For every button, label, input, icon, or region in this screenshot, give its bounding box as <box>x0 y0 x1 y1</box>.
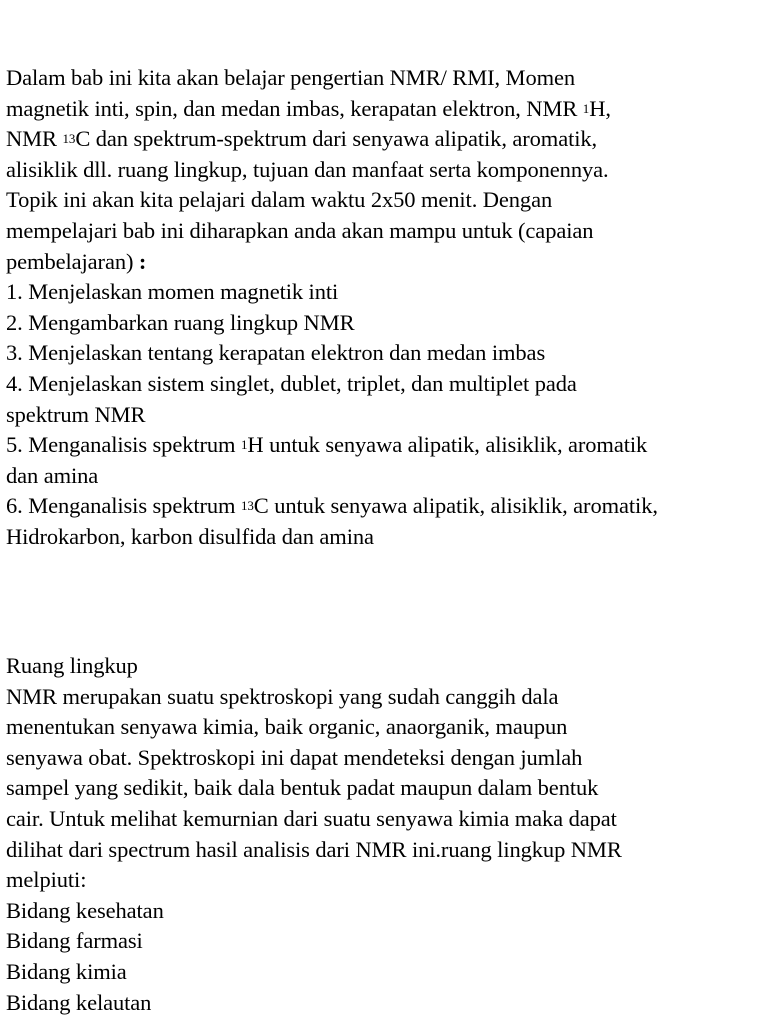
text-run: H untuk senyawa alipatik, alisiklik, aromatik <box>247 432 648 458</box>
paragraph-line: senyawa obat. Spektroskopi ini dapat mendeteksi dengan jumlah <box>6 744 583 770</box>
text-run: C dan spektrum-spektrum dari senyawa alipatik, aromatik, <box>75 126 598 152</box>
document-page <box>6 0 764 1024</box>
objective-item-continued: Hidrokarbon, karbon disulfida dan amina <box>6 523 374 549</box>
intro-section <box>6 63 764 553</box>
paragraph-line: sampel yang sedikit, baik dala bentuk padat maupun dalam bentuk <box>6 775 599 801</box>
objective-item: 2. Mengambarkan ruang lingkup NMR <box>6 309 355 335</box>
text-run: 5. Menganalisis spektrum <box>6 432 241 458</box>
paragraph-line: NMR merupakan suatu spektroskopi yang sudah canggih dala <box>6 683 559 709</box>
paragraph-line: menentukan senyawa kimia, baik organic, anaorganik, maupun <box>6 714 568 740</box>
bold-colon: : <box>138 248 147 274</box>
intro-line <box>6 124 764 155</box>
scope-field-item: Bidang farmasi <box>6 928 143 954</box>
objective-item <box>6 491 764 522</box>
scope-section <box>6 651 764 1018</box>
text-run: magnetik inti, spin, dan medan imbas, kerapatan elektron, NMR <box>6 95 583 121</box>
scope-field-item: Bidang kelautan <box>6 989 152 1015</box>
intro-line: alisiklik dll. ruang lingkup, tujuan dan manfaat serta komponennya. <box>6 156 609 182</box>
objective-item-continued: dan amina <box>6 462 99 488</box>
objective-item: 3. Menjelaskan tentang kerapatan elektron dan medan imbas <box>6 340 546 366</box>
objective-item: 4. Menjelaskan sistem singlet, dublet, triplet, dan multiplet pada <box>6 370 577 396</box>
text-run: NMR <box>6 126 63 152</box>
scope-field-item: Bidang kesehatan <box>6 897 164 923</box>
superscript: 13 <box>62 131 76 147</box>
section-heading: Ruang lingkup <box>6 653 138 678</box>
paragraph-line: dilihat dari spectrum hasil analisis dari NMR ini.ruang lingkup NMR <box>6 836 622 862</box>
paragraph-line: melpiuti: <box>6 867 87 893</box>
objective-item: 1. Menjelaskan momen magnetik inti <box>6 279 339 305</box>
paragraph-line: cair. Untuk melihat kemurnian dari suatu senyawa kimia maka dapat <box>6 805 617 831</box>
scope-field-item: Bidang kimia <box>6 958 127 984</box>
text-run: C untuk senyawa alipatik, alisiklik, aromatik, <box>253 493 658 519</box>
superscript: 13 <box>240 498 254 514</box>
superscript: 1 <box>240 437 248 453</box>
objective-item-continued: spektrum NMR <box>6 401 146 427</box>
text-run: pembelajaran) <box>6 248 139 274</box>
text-run: 6. Menganalisis spektrum <box>6 493 241 519</box>
text-run: H, <box>589 95 611 121</box>
superscript: 1 <box>582 100 590 116</box>
intro-line: Dalam bab ini kita akan belajar pengertian NMR/ RMI, Momen <box>6 65 576 90</box>
intro-line: mempelajari bab ini diharapkan anda akan mampu untuk (capaian <box>6 217 594 243</box>
objective-item <box>6 430 764 461</box>
intro-line <box>6 247 764 278</box>
intro-line: Topik ini akan kita pelajari dalam waktu 2x50 menit. Dengan <box>6 187 553 213</box>
intro-line <box>6 94 764 125</box>
